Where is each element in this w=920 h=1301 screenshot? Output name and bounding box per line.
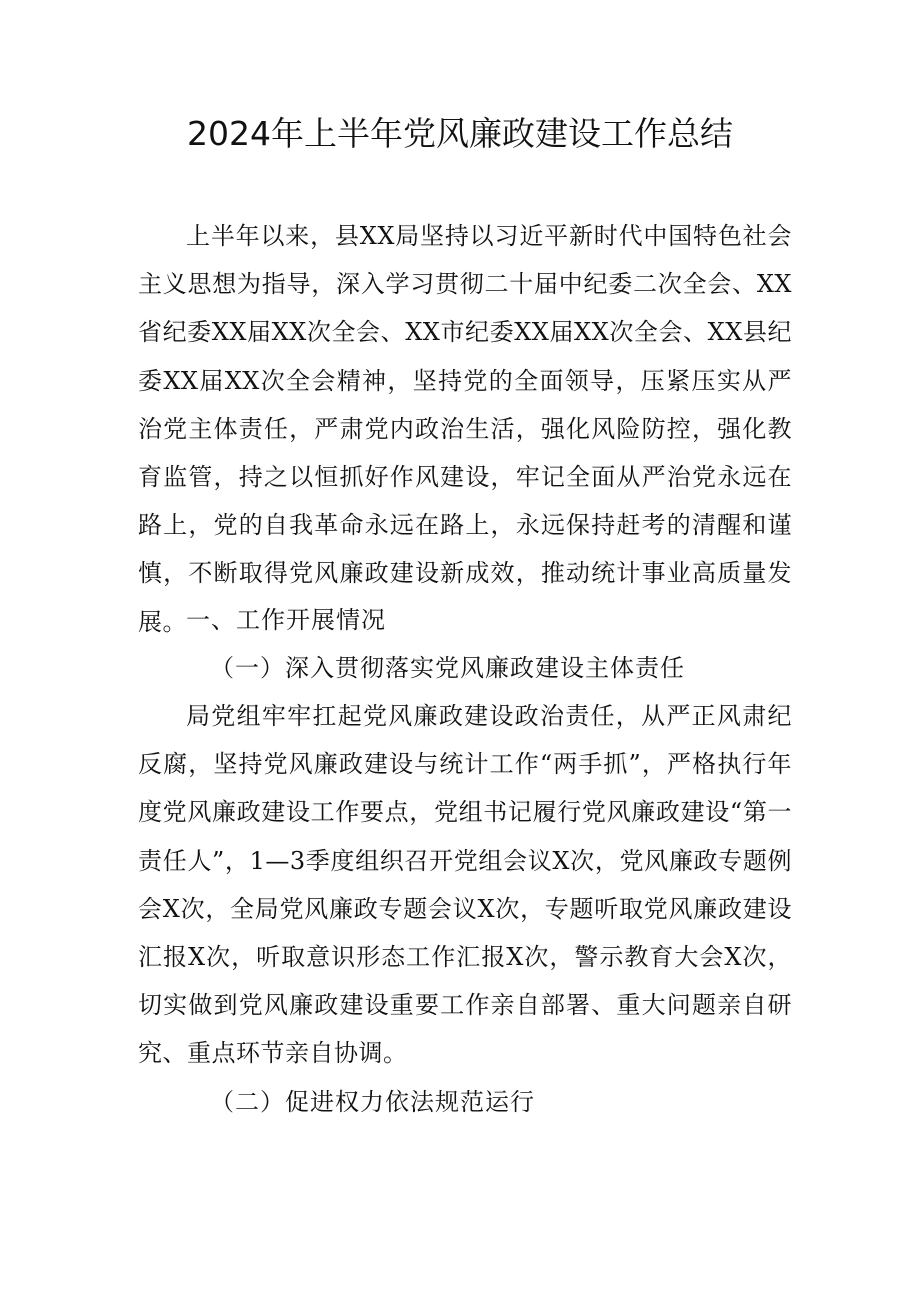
document-title: 2024年上半年党风廉政建设工作总结 <box>187 114 733 153</box>
subsection-1-paragraph: 局党组牢牢扛起党风廉政建设政治责任，从严正风肃纪反腐，坚持党风廉政建设与统计工作“两手抓”，严格执行年度党风廉政建设工作要点，党组书记履行党风廉政建设“第一责任人”，1—3季度组织召开党组会议X次，党风廉政专题例会X次，全局党风廉政专题会议X次，专题听取党风廉政建设汇报X次，听取意识形态工作汇报X次，警示教育大会X次，切实做到党风廉政建设重要工作亲自部署、重大问题亲自研究、重点环节亲自协调。 <box>138 702 792 1068</box>
intro-paragraph: 上半年以来，县XX局坚持以习近平新时代中国特色社会主义思想为指导，深入学习贯彻二十届中纪委二次全会、XX省纪委XX届XX次全会、XX市纪委XX届XX次全会、XX县纪委XX届XX次全会精神，坚持党的全面领导，压紧压实从严治党主体责任，严肃党内政治生活，强化风险防控，强化教育监管，持之以恒抓好作风建设，牢记全面从严治党永远在路上，党的自我革命永远在路上，永远保持赶考的清醒和谨慎，不断取得党风廉政建设新成效，推动统计事业高质量发展。 <box>138 222 792 636</box>
subsection-heading-1: （一）深入贯彻落实党风廉政建设主体责任 <box>210 654 685 682</box>
section-heading-1: 一、工作开展情况 <box>186 606 386 634</box>
subsection-heading-2: （二）促进权力依法规范运行 <box>210 1088 535 1116</box>
